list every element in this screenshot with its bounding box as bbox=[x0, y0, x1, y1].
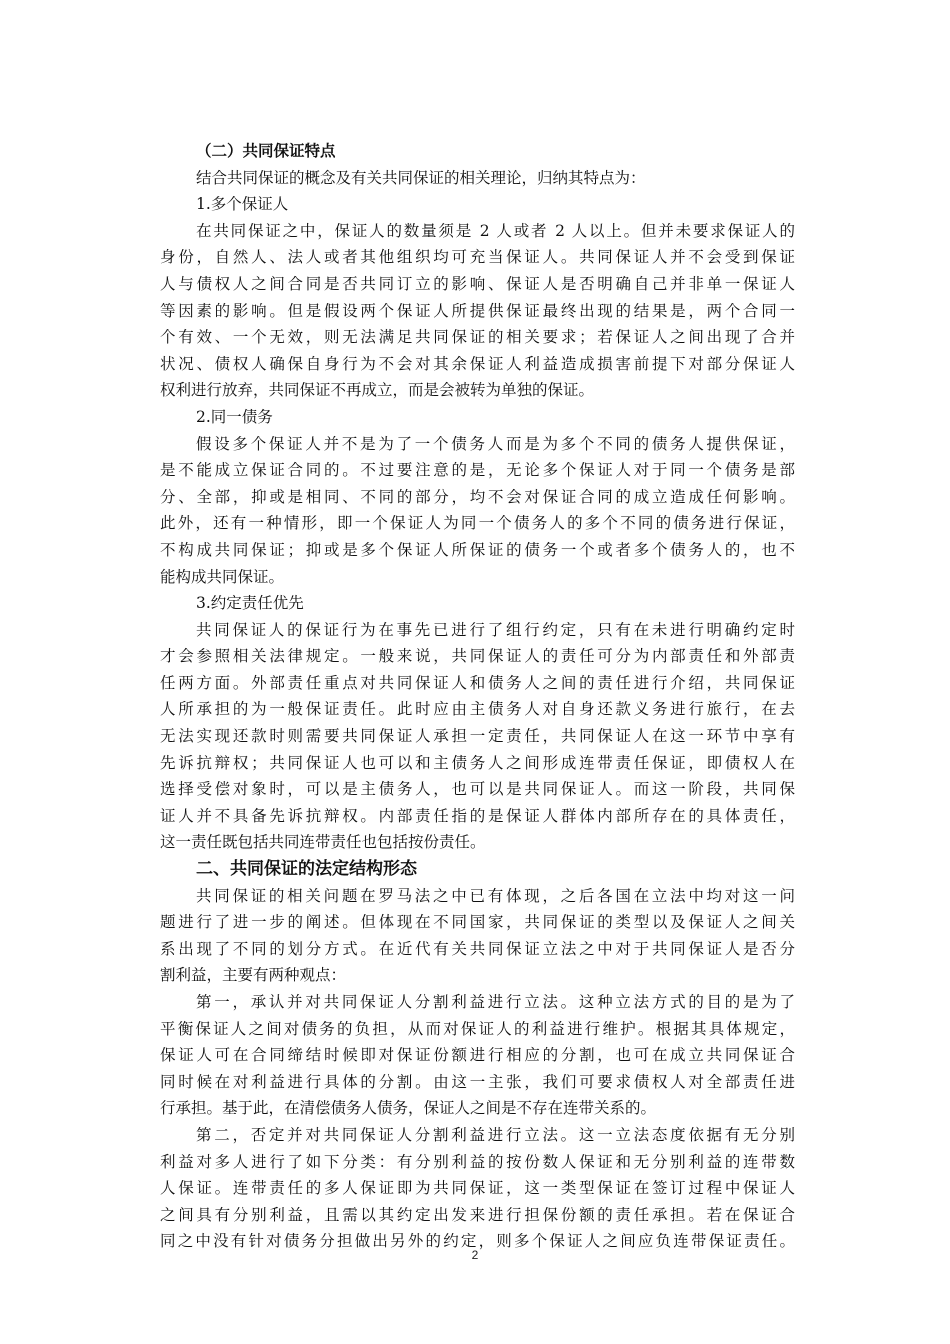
text-line: 等因素的影响。但是假设两个保证人所提供保证最终出现的结果是，两个合同一 bbox=[160, 301, 795, 320]
text-line: 第二，否定并对共同保证人分割利益进行立法。这一立法态度依据有无分别 bbox=[196, 1125, 795, 1144]
text-line: 人保证。连带责任的多人保证即为共同保证，这一类型保证在签订过程中保证人 bbox=[160, 1179, 795, 1198]
text-line: 身份，自然人、法人或者其他组织均可充当保证人。共同保证人并不会受到保证 bbox=[160, 248, 795, 267]
page-number: 2 bbox=[471, 1248, 479, 1262]
text-line: 这一责任既包括共同连带责任也包括按份责任。 bbox=[160, 833, 486, 852]
text-line: 同时候在对利益进行具体的分割。由这一主张，我们可要求债权人对全部责任进 bbox=[160, 1072, 795, 1091]
text-line: 能构成共同保证。 bbox=[160, 567, 285, 586]
text-line: 系出现了不同的划分方式。在近代有关共同保证立法之中对于共同保证人是否分 bbox=[160, 939, 795, 958]
text-line: 同之中没有针对债务分担做出另外的约定，则多个保证人之间应负连带保证责任。 bbox=[160, 1232, 795, 1251]
text-line: 2.同一债务 bbox=[196, 407, 273, 426]
text-line: 平衡保证人之间对债务的负担，从而对保证人的利益进行维护。根据其具体规定， bbox=[160, 1019, 795, 1038]
text-line: 分、全部，抑或是相同、不同的部分，均不会对保证合同的成立造成任何影响。 bbox=[160, 487, 795, 506]
text-line: 无法实现还款时则需要共同保证人承担一定责任，共同保证人在这一环节中享有 bbox=[160, 727, 795, 746]
document-body bbox=[160, 138, 795, 1255]
text-line: 是不能成立保证合同的。不过要注意的是，无论多个保证人对于同一个债务是部 bbox=[160, 461, 795, 480]
text-line: 人所承担的为一般保证责任。此时应由主债务人对自身还款义务进行旅行，在去 bbox=[160, 700, 795, 719]
text-line: 才会参照相关法律规定。一般来说，共同保证人的责任可分为内部责任和外部责 bbox=[160, 647, 795, 666]
text-line: 行承担。基于此，在清偿债务人债务，保证人之间是不存在连带关系的。 bbox=[160, 1099, 657, 1118]
text-line: 之间具有分别利益，且需以其约定出发来进行担保份额的责任承担。若在保证合 bbox=[160, 1205, 795, 1224]
text-line: 此外，还有一种情形，即一个保证人为同一个债务人的多个不同的债务进行保证， bbox=[160, 514, 795, 533]
text-line: 共同保证的相关问题在罗马法之中已有体现，之后各国在立法中均对这一问 bbox=[196, 886, 795, 905]
text-line: 状况、债权人确保自身行为不会对其余保证人利益造成损害前提下对部分保证人 bbox=[160, 354, 795, 373]
text-line: 权利进行放弃，共同保证不再成立，而是会被转为单独的保证。 bbox=[160, 381, 595, 400]
text-line: 保证人可在合同缔结时候即对保证份额进行相应的分割，也可在成立共同保证合 bbox=[160, 1046, 795, 1065]
text-line: 在共同保证之中，保证人的数量须是 2 人或者 2 人以上。但并未要求保证人的 bbox=[196, 221, 795, 240]
text-line: 人与债权人之间合同是否共同订立的影响、保证人是否明确自己并非单一保证人 bbox=[160, 274, 795, 293]
text-line: 先诉抗辩权；共同保证人也可以和主债务人之间形成连带责任保证，即债权人在 bbox=[160, 753, 795, 772]
text-line: 题进行了进一步的阐述。但体现在不同国家，共同保证的类型以及保证人之间关 bbox=[160, 913, 795, 932]
text-line: 1.多个保证人 bbox=[196, 195, 289, 214]
text-line: 第一，承认并对共同保证人分割利益进行立法。这种立法方式的目的是为了 bbox=[196, 993, 795, 1011]
section-heading: （二）共同保证特点 bbox=[196, 142, 336, 160]
text-line: 共同保证人的保证行为在事先已进行了组行约定，只有在未进行明确约定时 bbox=[196, 620, 795, 639]
text-line: 选择受偿对象时，可以是主债务人，也可以是共同保证人。而这一阶段，共同保 bbox=[160, 780, 795, 799]
text-line: 结合共同保证的概念及有关共同保证的相关理论，归纳其特点为： bbox=[196, 168, 646, 187]
text-line: 证人并不具备先诉抗辩权。内部责任指的是保证人群体内部所存在的具体责任， bbox=[160, 806, 795, 825]
section-heading: 二、共同保证的法定结构形态 bbox=[196, 859, 417, 880]
text-line: 假设多个保证人并不是为了一个债务人而是为多个不同的债务人提供保证， bbox=[196, 434, 795, 453]
text-line: 不构成共同保证；抑或是多个保证人所保证的债务一个或者多个债务人的，也不 bbox=[160, 540, 795, 559]
text-line: 利益对多人进行了如下分类：有分别利益的按份数人保证和无分别利益的连带数 bbox=[160, 1152, 795, 1171]
text-line: 割利益，主要有两种观点： bbox=[160, 966, 347, 985]
text-line: 个有效、一个无效，则无法满足共同保证的相关要求；若保证人之间出现了合并 bbox=[160, 328, 795, 347]
text-line: 3.约定责任优先 bbox=[196, 594, 304, 613]
text-line: 任两方面。外部责任重点对共同保证人和债务人之间的责任进行介绍，共同保证 bbox=[160, 673, 795, 692]
